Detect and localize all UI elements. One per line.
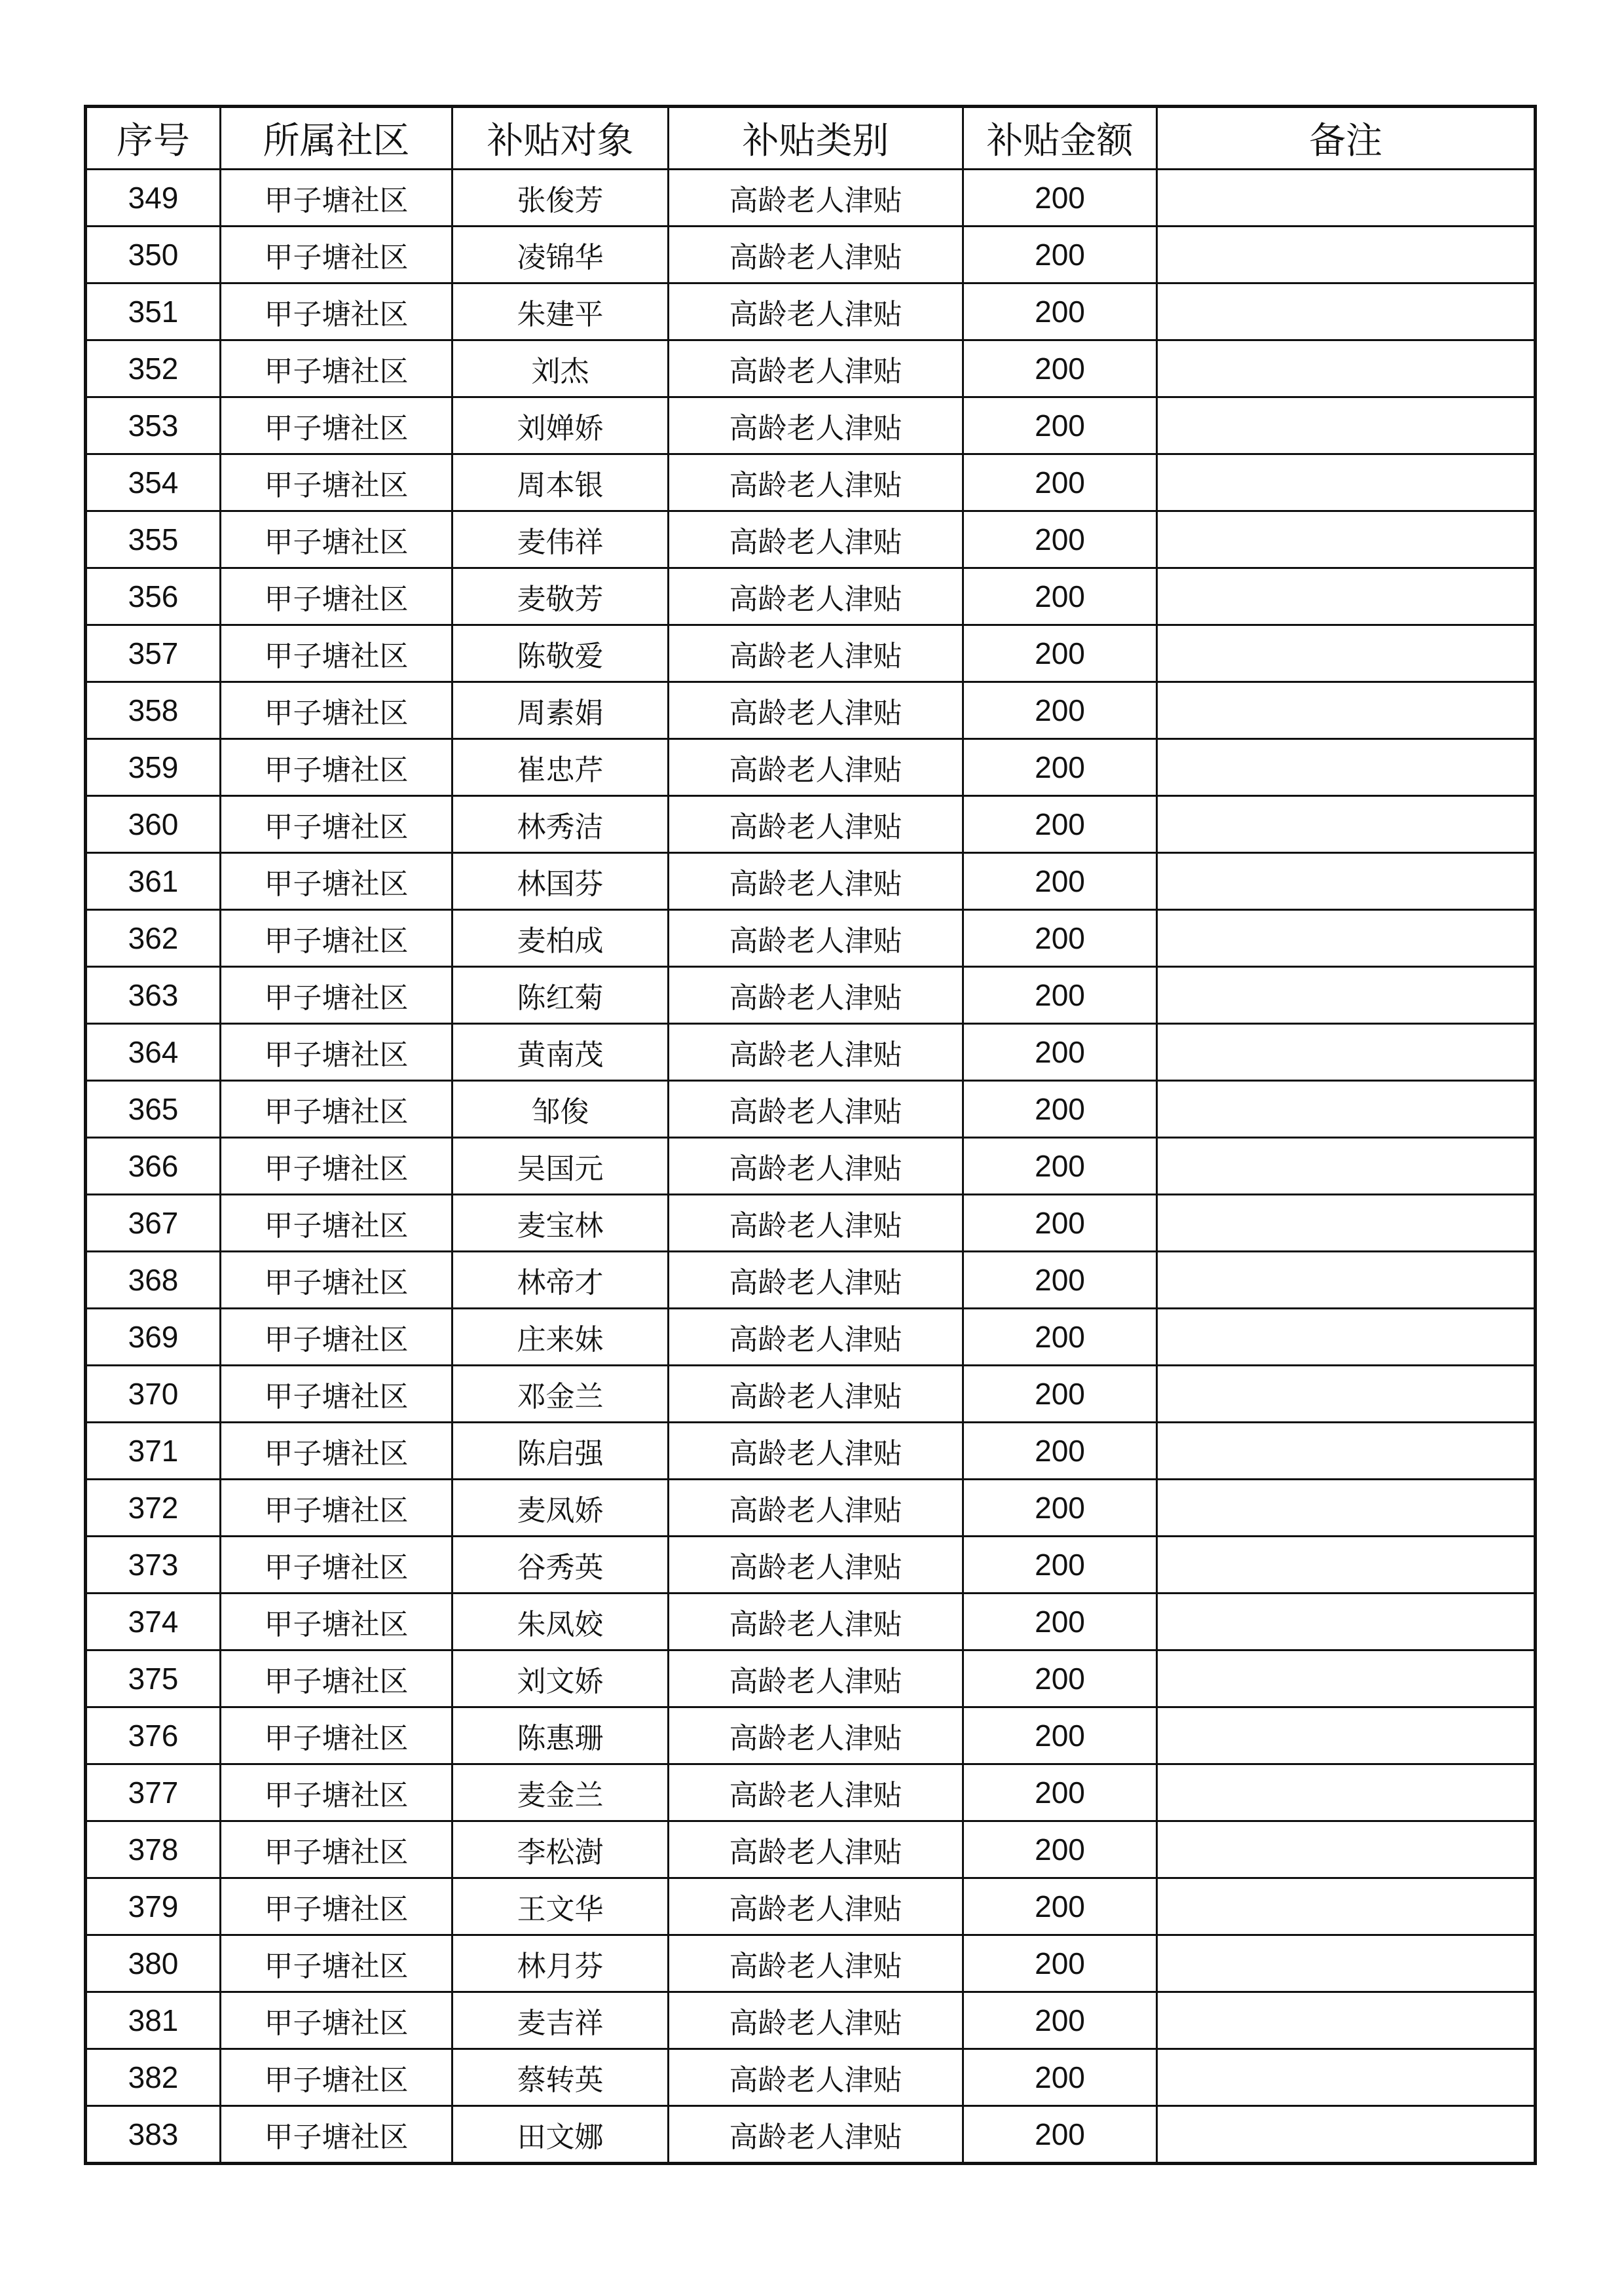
cell-subsidy-category: 高龄老人津贴 [669, 1537, 963, 1594]
cell-recipient: 邹俊 [452, 1081, 669, 1138]
cell-subsidy-amount: 200 [963, 340, 1157, 397]
cell-community: 甲子塘社区 [221, 1480, 452, 1537]
table-row [86, 511, 1536, 568]
cell-community: 甲子塘社区 [221, 1081, 452, 1138]
subsidy-table [84, 105, 1537, 2165]
cell-remark [1157, 1480, 1536, 1537]
cell-subsidy-amount: 200 [963, 796, 1157, 853]
cell-serial-number: 381 [86, 1992, 221, 2049]
cell-subsidy-amount: 200 [963, 568, 1157, 625]
cell-subsidy-category: 高龄老人津贴 [669, 454, 963, 511]
cell-serial-number: 383 [86, 2106, 221, 2164]
cell-remark [1157, 454, 1536, 511]
cell-recipient: 吴国元 [452, 1138, 669, 1195]
cell-recipient: 张俊芳 [452, 170, 669, 227]
cell-subsidy-category: 高龄老人津贴 [669, 1081, 963, 1138]
cell-serial-number: 366 [86, 1138, 221, 1195]
cell-subsidy-amount: 200 [963, 625, 1157, 682]
cell-serial-number: 360 [86, 796, 221, 853]
header-community: 所属社区 [221, 107, 452, 170]
cell-recipient: 陈惠珊 [452, 1707, 669, 1764]
cell-serial-number: 370 [86, 1366, 221, 1423]
cell-recipient: 谷秀英 [452, 1537, 669, 1594]
cell-recipient: 王文华 [452, 1878, 669, 1935]
table-row [86, 454, 1536, 511]
cell-recipient: 麦伟祥 [452, 511, 669, 568]
cell-subsidy-amount: 200 [963, 1138, 1157, 1195]
cell-subsidy-amount: 200 [963, 1309, 1157, 1366]
cell-community: 甲子塘社区 [221, 1138, 452, 1195]
cell-community: 甲子塘社区 [221, 1537, 452, 1594]
cell-remark [1157, 511, 1536, 568]
cell-subsidy-category: 高龄老人津贴 [669, 682, 963, 739]
cell-subsidy-amount: 200 [963, 1024, 1157, 1081]
cell-remark [1157, 1366, 1536, 1423]
cell-remark [1157, 1935, 1536, 1992]
cell-remark [1157, 568, 1536, 625]
cell-community: 甲子塘社区 [221, 568, 452, 625]
cell-remark [1157, 170, 1536, 227]
cell-recipient: 朱凤姣 [452, 1594, 669, 1650]
cell-serial-number: 382 [86, 2049, 221, 2106]
cell-remark [1157, 1252, 1536, 1309]
cell-subsidy-amount: 200 [963, 853, 1157, 910]
cell-subsidy-amount: 200 [963, 397, 1157, 454]
cell-subsidy-category: 高龄老人津贴 [669, 511, 963, 568]
cell-subsidy-category: 高龄老人津贴 [669, 1821, 963, 1878]
cell-community: 甲子塘社区 [221, 625, 452, 682]
cell-community: 甲子塘社区 [221, 1992, 452, 2049]
cell-community: 甲子塘社区 [221, 283, 452, 340]
table-row [86, 1650, 1536, 1707]
cell-subsidy-amount: 200 [963, 967, 1157, 1024]
cell-serial-number: 350 [86, 227, 221, 283]
table-row [86, 283, 1536, 340]
cell-remark [1157, 1309, 1536, 1366]
cell-serial-number: 367 [86, 1195, 221, 1252]
cell-community: 甲子塘社区 [221, 1764, 452, 1821]
cell-community: 甲子塘社区 [221, 227, 452, 283]
table-row [86, 2106, 1536, 2164]
cell-community: 甲子塘社区 [221, 511, 452, 568]
cell-subsidy-amount: 200 [963, 1764, 1157, 1821]
cell-community: 甲子塘社区 [221, 853, 452, 910]
cell-serial-number: 355 [86, 511, 221, 568]
cell-remark [1157, 1138, 1536, 1195]
cell-remark [1157, 796, 1536, 853]
cell-serial-number: 378 [86, 1821, 221, 1878]
cell-recipient: 周素娟 [452, 682, 669, 739]
cell-remark [1157, 1707, 1536, 1764]
cell-subsidy-category: 高龄老人津贴 [669, 227, 963, 283]
cell-subsidy-category: 高龄老人津贴 [669, 1480, 963, 1537]
cell-serial-number: 368 [86, 1252, 221, 1309]
cell-subsidy-amount: 200 [963, 1366, 1157, 1423]
cell-recipient: 庄来妹 [452, 1309, 669, 1366]
cell-subsidy-category: 高龄老人津贴 [669, 967, 963, 1024]
table-row [86, 1821, 1536, 1878]
cell-recipient: 蔡转英 [452, 2049, 669, 2106]
cell-recipient: 林帝才 [452, 1252, 669, 1309]
cell-recipient: 林月芬 [452, 1935, 669, 1992]
header-subsidy-category: 补贴类别 [669, 107, 963, 170]
table-row [86, 1594, 1536, 1650]
cell-serial-number: 356 [86, 568, 221, 625]
cell-serial-number: 358 [86, 682, 221, 739]
cell-subsidy-category: 高龄老人津贴 [669, 170, 963, 227]
cell-community: 甲子塘社区 [221, 910, 452, 967]
cell-recipient: 林秀洁 [452, 796, 669, 853]
cell-community: 甲子塘社区 [221, 1707, 452, 1764]
cell-subsidy-category: 高龄老人津贴 [669, 283, 963, 340]
cell-recipient: 麦柏成 [452, 910, 669, 967]
cell-remark [1157, 1537, 1536, 1594]
cell-subsidy-category: 高龄老人津贴 [669, 1707, 963, 1764]
cell-subsidy-category: 高龄老人津贴 [669, 910, 963, 967]
cell-remark [1157, 283, 1536, 340]
cell-recipient: 麦吉祥 [452, 1992, 669, 2049]
table-row [86, 1309, 1536, 1366]
table-row [86, 1081, 1536, 1138]
cell-serial-number: 371 [86, 1423, 221, 1480]
cell-serial-number: 354 [86, 454, 221, 511]
cell-subsidy-category: 高龄老人津贴 [669, 853, 963, 910]
cell-recipient: 刘婵娇 [452, 397, 669, 454]
table-row [86, 739, 1536, 796]
cell-remark [1157, 2049, 1536, 2106]
cell-subsidy-amount: 200 [963, 283, 1157, 340]
cell-community: 甲子塘社区 [221, 739, 452, 796]
cell-community: 甲子塘社区 [221, 1821, 452, 1878]
cell-community: 甲子塘社区 [221, 1594, 452, 1650]
cell-subsidy-amount: 200 [963, 1992, 1157, 2049]
cell-subsidy-category: 高龄老人津贴 [669, 796, 963, 853]
cell-remark [1157, 1878, 1536, 1935]
table-row [86, 1423, 1536, 1480]
cell-serial-number: 352 [86, 340, 221, 397]
table-row [86, 1935, 1536, 1992]
header-recipient: 补贴对象 [452, 107, 669, 170]
cell-recipient: 黄南茂 [452, 1024, 669, 1081]
table-row [86, 1707, 1536, 1764]
cell-subsidy-category: 高龄老人津贴 [669, 1423, 963, 1480]
table-body [86, 170, 1536, 2164]
table-row [86, 397, 1536, 454]
cell-recipient: 凌锦华 [452, 227, 669, 283]
cell-subsidy-amount: 200 [963, 454, 1157, 511]
cell-serial-number: 374 [86, 1594, 221, 1650]
cell-recipient: 麦金兰 [452, 1764, 669, 1821]
cell-recipient: 陈启强 [452, 1423, 669, 1480]
cell-recipient: 周本银 [452, 454, 669, 511]
table-row [86, 625, 1536, 682]
header-serial-number: 序号 [86, 107, 221, 170]
cell-community: 甲子塘社区 [221, 796, 452, 853]
cell-subsidy-category: 高龄老人津贴 [669, 340, 963, 397]
cell-subsidy-category: 高龄老人津贴 [669, 2106, 963, 2164]
cell-subsidy-category: 高龄老人津贴 [669, 568, 963, 625]
cell-subsidy-amount: 200 [963, 1935, 1157, 1992]
cell-remark [1157, 1764, 1536, 1821]
table-row [86, 170, 1536, 227]
table-header-row [86, 107, 1536, 170]
table-row [86, 1480, 1536, 1537]
cell-serial-number: 349 [86, 170, 221, 227]
table-row [86, 853, 1536, 910]
cell-subsidy-amount: 200 [963, 1537, 1157, 1594]
cell-serial-number: 377 [86, 1764, 221, 1821]
cell-subsidy-amount: 200 [963, 1650, 1157, 1707]
table-row [86, 340, 1536, 397]
cell-remark [1157, 1081, 1536, 1138]
cell-serial-number: 369 [86, 1309, 221, 1366]
cell-subsidy-category: 高龄老人津贴 [669, 739, 963, 796]
cell-subsidy-category: 高龄老人津贴 [669, 1366, 963, 1423]
cell-remark [1157, 2106, 1536, 2164]
cell-subsidy-category: 高龄老人津贴 [669, 625, 963, 682]
header-subsidy-amount: 补贴金额 [963, 107, 1157, 170]
cell-subsidy-category: 高龄老人津贴 [669, 1594, 963, 1650]
header-remark: 备注 [1157, 107, 1536, 170]
cell-subsidy-amount: 200 [963, 170, 1157, 227]
table-row [86, 568, 1536, 625]
cell-subsidy-category: 高龄老人津贴 [669, 1935, 963, 1992]
cell-subsidy-amount: 200 [963, 1594, 1157, 1650]
cell-subsidy-amount: 200 [963, 1252, 1157, 1309]
table-row [86, 796, 1536, 853]
cell-serial-number: 364 [86, 1024, 221, 1081]
table-row [86, 1878, 1536, 1935]
table-row [86, 1138, 1536, 1195]
cell-community: 甲子塘社区 [221, 682, 452, 739]
cell-subsidy-category: 高龄老人津贴 [669, 1024, 963, 1081]
cell-remark [1157, 853, 1536, 910]
cell-subsidy-amount: 200 [963, 511, 1157, 568]
cell-remark [1157, 739, 1536, 796]
cell-recipient: 陈敬爱 [452, 625, 669, 682]
cell-community: 甲子塘社区 [221, 1195, 452, 1252]
cell-subsidy-amount: 200 [963, 1081, 1157, 1138]
cell-remark [1157, 967, 1536, 1024]
cell-recipient: 朱建平 [452, 283, 669, 340]
cell-subsidy-amount: 200 [963, 1423, 1157, 1480]
cell-recipient: 陈红菊 [452, 967, 669, 1024]
cell-remark [1157, 910, 1536, 967]
cell-subsidy-category: 高龄老人津贴 [669, 1992, 963, 2049]
cell-recipient: 麦凤娇 [452, 1480, 669, 1537]
cell-subsidy-amount: 200 [963, 1195, 1157, 1252]
cell-community: 甲子塘社区 [221, 1650, 452, 1707]
cell-remark [1157, 1992, 1536, 2049]
cell-subsidy-amount: 200 [963, 1480, 1157, 1537]
table-row [86, 1537, 1536, 1594]
cell-subsidy-category: 高龄老人津贴 [669, 2049, 963, 2106]
cell-recipient: 田文娜 [452, 2106, 669, 2164]
cell-community: 甲子塘社区 [221, 1935, 452, 1992]
table-row [86, 1252, 1536, 1309]
cell-subsidy-amount: 200 [963, 1707, 1157, 1764]
cell-community: 甲子塘社区 [221, 1878, 452, 1935]
table-row [86, 1992, 1536, 2049]
cell-community: 甲子塘社区 [221, 1024, 452, 1081]
cell-serial-number: 357 [86, 625, 221, 682]
cell-remark [1157, 397, 1536, 454]
cell-subsidy-amount: 200 [963, 739, 1157, 796]
cell-subsidy-category: 高龄老人津贴 [669, 1309, 963, 1366]
cell-community: 甲子塘社区 [221, 2106, 452, 2164]
cell-serial-number: 375 [86, 1650, 221, 1707]
cell-subsidy-amount: 200 [963, 910, 1157, 967]
cell-subsidy-amount: 200 [963, 2049, 1157, 2106]
cell-subsidy-category: 高龄老人津贴 [669, 1195, 963, 1252]
cell-serial-number: 359 [86, 739, 221, 796]
cell-subsidy-amount: 200 [963, 227, 1157, 283]
cell-community: 甲子塘社区 [221, 967, 452, 1024]
cell-remark [1157, 1024, 1536, 1081]
cell-recipient: 李松澍 [452, 1821, 669, 1878]
cell-serial-number: 376 [86, 1707, 221, 1764]
cell-serial-number: 351 [86, 283, 221, 340]
cell-remark [1157, 227, 1536, 283]
cell-remark [1157, 682, 1536, 739]
cell-recipient: 刘文娇 [452, 1650, 669, 1707]
cell-serial-number: 380 [86, 1935, 221, 1992]
cell-community: 甲子塘社区 [221, 1309, 452, 1366]
cell-community: 甲子塘社区 [221, 2049, 452, 2106]
cell-serial-number: 362 [86, 910, 221, 967]
table-row [86, 682, 1536, 739]
cell-serial-number: 379 [86, 1878, 221, 1935]
table-row [86, 967, 1536, 1024]
cell-recipient: 刘杰 [452, 340, 669, 397]
cell-subsidy-category: 高龄老人津贴 [669, 1650, 963, 1707]
cell-community: 甲子塘社区 [221, 1252, 452, 1309]
cell-community: 甲子塘社区 [221, 397, 452, 454]
cell-serial-number: 353 [86, 397, 221, 454]
table-row [86, 1764, 1536, 1821]
cell-subsidy-category: 高龄老人津贴 [669, 1138, 963, 1195]
cell-remark [1157, 625, 1536, 682]
table-row [86, 1024, 1536, 1081]
cell-recipient: 麦敬芳 [452, 568, 669, 625]
cell-serial-number: 372 [86, 1480, 221, 1537]
cell-remark [1157, 1195, 1536, 1252]
cell-remark [1157, 1821, 1536, 1878]
cell-recipient: 邓金兰 [452, 1366, 669, 1423]
cell-subsidy-category: 高龄老人津贴 [669, 1764, 963, 1821]
table-row [86, 2049, 1536, 2106]
cell-recipient: 麦宝林 [452, 1195, 669, 1252]
cell-subsidy-category: 高龄老人津贴 [669, 1878, 963, 1935]
cell-subsidy-amount: 200 [963, 682, 1157, 739]
cell-serial-number: 373 [86, 1537, 221, 1594]
cell-subsidy-category: 高龄老人津贴 [669, 1252, 963, 1309]
cell-community: 甲子塘社区 [221, 340, 452, 397]
cell-serial-number: 361 [86, 853, 221, 910]
table-row [86, 1366, 1536, 1423]
cell-subsidy-amount: 200 [963, 2106, 1157, 2164]
cell-recipient: 崔忠芹 [452, 739, 669, 796]
cell-community: 甲子塘社区 [221, 1423, 452, 1480]
cell-community: 甲子塘社区 [221, 170, 452, 227]
cell-remark [1157, 1650, 1536, 1707]
cell-remark [1157, 1423, 1536, 1480]
cell-community: 甲子塘社区 [221, 454, 452, 511]
cell-subsidy-amount: 200 [963, 1878, 1157, 1935]
cell-remark [1157, 1594, 1536, 1650]
cell-community: 甲子塘社区 [221, 1366, 452, 1423]
cell-serial-number: 365 [86, 1081, 221, 1138]
table-row [86, 227, 1536, 283]
cell-remark [1157, 340, 1536, 397]
table-row [86, 910, 1536, 967]
cell-subsidy-amount: 200 [963, 1821, 1157, 1878]
cell-serial-number: 363 [86, 967, 221, 1024]
cell-recipient: 林国芬 [452, 853, 669, 910]
cell-subsidy-category: 高龄老人津贴 [669, 397, 963, 454]
table-row [86, 1195, 1536, 1252]
